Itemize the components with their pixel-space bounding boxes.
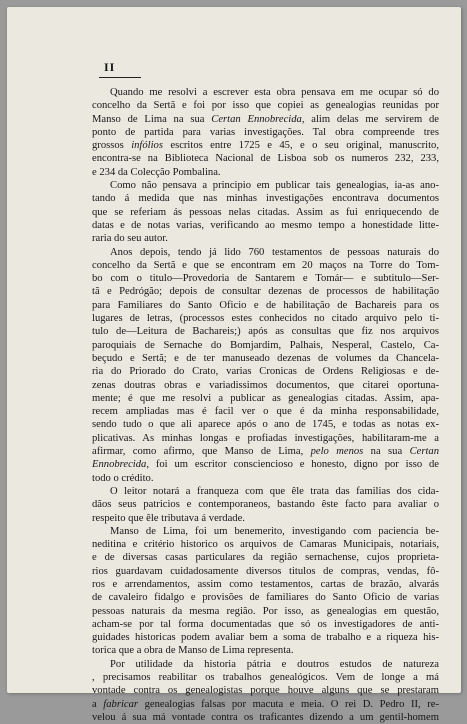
page-number: II — [104, 60, 116, 74]
paragraph — [92, 246, 439, 485]
text-line: Como não pensava a principio em publicar tais genealogias, ia-as ano- — [110, 180, 439, 192]
text-line: todo o crédito. — [92, 472, 154, 484]
text-line: concelho da Sertã e que se encontram em 20 maços na Torre do Tom- — [92, 259, 439, 271]
text-line: e 234 da Colecção Pombalina. — [92, 166, 221, 178]
text-line: torica que a obra de Manso de Lima representa. — [92, 645, 294, 657]
italic-text: infólios — [131, 140, 163, 152]
text-line: vontade contra os genealogistas porque houve alguns que se prestaram — [92, 685, 439, 697]
body-text — [92, 86, 439, 724]
text-line: O leitor notará a franqueza com que êle trata das familias dos cida- — [110, 485, 439, 497]
text-line: Por utilidade da historia pátria e doutros estudos de natureza — [110, 658, 439, 670]
italic-text: Certan Ennobrecida — [211, 113, 302, 125]
paragraph — [92, 525, 439, 658]
text-line: afirmar, como afirmo, que Manso de Lima, pelo menos na sua Certan — [92, 446, 439, 458]
italic-text: fabricar — [103, 698, 139, 710]
text-line: bo com o titulo—Provedoria de Santarem e Tomár— e subtitulo—Ser- — [92, 273, 439, 285]
text-line: a fabricar genealogias falsas por macuta e meia. O rei D. Pedro II, re- — [92, 698, 439, 710]
text-line: lugares de letras, (processos estes conhecidos no citado arquivo pelo ti- — [92, 313, 439, 325]
text-line: Manso de Lima na sua Certan Ennobrecida, alim delas me servirem de — [92, 113, 439, 125]
text-line: de cavaleiro fidalgo e provisões de familiares do Santo Oficio de varias — [92, 592, 439, 604]
italic-text: Certan — [409, 446, 439, 458]
italic-text: pelo menos — [310, 446, 364, 458]
text-line: zenas doutras obras e variadissimos documentos, que citarei oportuna- — [92, 379, 439, 391]
text-line: recem ampliadas mas é facil ver o que é da minha responsabilidade, — [92, 406, 439, 418]
text-line: mente; é que me resolvi a publicar as genealogias citadas. Assim, apa- — [92, 392, 439, 404]
text-line: respeito que êle tributava á verdade. — [92, 512, 245, 524]
text-line: ros e arrendamentos, assim como testamentos, cartas de brazão, alvarás — [92, 578, 439, 590]
text-line: dãos seus patricios e contemporaneos, bastando êste facto para avaliar o — [92, 499, 439, 511]
text-line: concelho da Sertã e foi por isso que copiei as genealogias reunidas por — [92, 100, 439, 112]
text-line: tulo de—Leitura de Bachareis;) após as consultas que fiz nos arquivos — [92, 326, 439, 338]
paragraph — [92, 179, 439, 245]
text-line: encontra-se na Biblioteca Nacional de Lisboa sob os numeros 232, 233, — [92, 153, 439, 165]
text-line: Manso de Lima, foi um benemerito, investigando com paciencia be- — [110, 525, 439, 537]
paragraph — [92, 485, 439, 525]
text-line: acham-se por tal forma documentadas que só os investigadores de anti- — [92, 618, 439, 630]
document-page — [7, 7, 461, 723]
text-line: neditina e critério historico os arquivos de Camaras Municipais, notariais, — [92, 539, 439, 551]
header-rule — [99, 77, 141, 78]
text-line: sendo tudo o que ali aparece após o ano de 1745, e todas as notas ex- — [92, 419, 439, 431]
text-line: pessoas naturais da mesma região. Por isso, as genealogias em questão, — [92, 605, 439, 617]
text-line: Anos depois, tendo já lido 760 testamentos de pessoas naturais do — [110, 246, 439, 258]
text-line: Quando me resolvi a escrever esta obra pensava em me ocupar só do — [110, 87, 439, 98]
text-line: ria do Priorado do Crato, varias Cronicas de Ordens Religiosas e de- — [92, 366, 439, 378]
text-line: e de diversas casas particulares da região sernachense, cujos proprieta- — [92, 552, 439, 564]
text-line: datas e de notas varias, verificando ao mesmo tempo a honestidade litte- — [92, 219, 439, 231]
italic-text: Ennobrecida — [92, 459, 147, 471]
text-line: , precisamos reabilitar os trabalhos genealógicos. Vem de longe a má — [92, 672, 439, 684]
text-line: grossos infólios escritos entre 1725 e 45, e o seu original, manuscrito, — [92, 140, 440, 152]
paragraph — [92, 658, 439, 724]
text-line: para Familiares do Santo Oficio e de habilitação de Bachareis para os — [92, 299, 439, 311]
text-line: raria do seu autor. — [92, 233, 168, 245]
text-line: Ennobrecida, foi um escritor consciencioso e honesto, digno por isso de — [92, 459, 439, 471]
text-line: beçudo e Sertã; e de ter manuseado dezenas de volumes da Chancela- — [92, 352, 439, 364]
text-line: tã e Pedrógão; depois de consultar dezenas de processos de habilitação — [92, 286, 439, 298]
text-line: guidades historicas podem avaliar bem a soma de trabalho e a riqueza his- — [92, 632, 439, 644]
text-line: tando á medida que nas minhas investigações encontrava documentos — [92, 193, 439, 205]
text-line: que se referiam ás pessoas nelas citadas. Assim as fui enriquecendo de — [92, 206, 439, 218]
paragraph — [92, 86, 439, 179]
text-line: ponto de partida para varias investigações. Tal obra compreende tres — [92, 126, 439, 138]
text-line: plicativas. As minhas longas e profiadas investigações, habilitaram-me a — [92, 432, 439, 444]
text-line: velou á sua má vontade contra os traficantes dizendo a um gentil-homem — [92, 711, 439, 723]
text-line: rios guardavam cuidadosamente diversos titulos de compras, vendas, fô- — [92, 565, 439, 577]
text-line: paroquiais de Sernache do Bomjardim, Palhais, Nesperal, Castelo, Ca- — [92, 339, 439, 351]
